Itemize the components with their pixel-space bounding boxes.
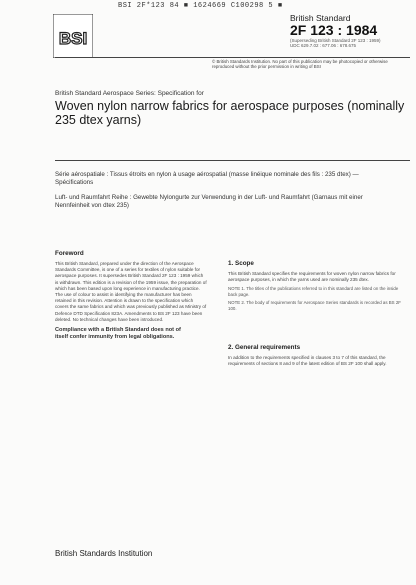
- standard-label: British Standard: [290, 13, 351, 23]
- standard-number: 2F 123 : 1984: [290, 22, 378, 38]
- scope-heading: 1. Scope: [228, 260, 254, 267]
- document-title: Woven nylon narrow fabrics for aerospace purposes (nominally 235 dtex yarns): [55, 99, 405, 127]
- foreword-heading: Foreword: [55, 250, 84, 257]
- header-rule: [55, 57, 410, 58]
- publisher-footer: British Standards Institution: [55, 549, 153, 558]
- scope-body: This British Standard specifies the requirements for woven nylon narrow fabrics for aerospace purposes, in which the yarns used are nominally 235 dtex.: [228, 271, 396, 283]
- scope-section: [228, 260, 408, 311]
- scope-note-1: NOTE 1. The titles of the publications referred to in this standard are listed on the inside back page.: [228, 286, 399, 297]
- foreword-body: This British Standard, prepared under the direction of the Aerospace Standards Committee, is one of a series for textiles of nylon suitable for aerospace purposes. It supersedes British Standard 2F 123 : 1959 which is withdrawn. This edition is a revision of the 1959 issue, the preparation of which has been based upon long experience in manufacturing practice. The use of colour to assist in identifying the manufacturer has been retained in this revision. Attention is drawn to the specification which covers the same fabrics and which was previously published as Ministry of Defence DTD Specification 823A. Amendments to BS 2F 123 have been deleted. No technical changes have been introduced.: [55, 261, 207, 322]
- general-section: [228, 344, 408, 367]
- header-code: BSI 2F*123 84 ■ 1624669 C100298 5 ■: [118, 2, 283, 10]
- copyright-notice: © British Standards Institution. No part of this publication may be photocopied or otherwise reproduced without the prior permission in writing of BSI: [212, 59, 388, 69]
- bsi-logo: [53, 14, 93, 58]
- title-rule: [55, 160, 410, 161]
- french-title: Série aérospatiale : Tissus étroits en nylon à usage aérospatial (masse linéique nominale des fils : 235 dtex) — Spécifications: [55, 171, 359, 186]
- udc-code: UDC 629.7.02 : 677.06 : 678.675: [290, 43, 357, 48]
- foreword-section: [55, 250, 207, 341]
- german-title: Luft- und Raumfahrt Reihe : Gewebte Nylongurte zur Verwendung in der Luft- und Raumfahrt (Garnaus mit einer Nennfeinheit von dtex 235): [55, 194, 363, 209]
- standard-block: [290, 13, 408, 48]
- general-heading: 2. General requirements: [228, 344, 301, 351]
- superseding-note: (Superseding British Standard 2F 123 : 1959): [290, 38, 381, 43]
- general-body: In addition to the requirements specified in clauses 3 to 7 of this standard, the requirements of sections 8 and 9 of the latest edition of BS 2F 100 shall apply.: [228, 355, 387, 367]
- compliance-statement: Compliance with a British Standard does not of itself confer immunity from legal obligations.: [55, 327, 181, 341]
- series-line: British Standard Aerospace Series: Specification for: [55, 90, 204, 97]
- svg-text:BSI: BSI: [58, 29, 88, 48]
- scope-note-2: NOTE 2. The body of requirements for Aerospace Series standards is recorded as BS 2F 100.: [228, 300, 401, 311]
